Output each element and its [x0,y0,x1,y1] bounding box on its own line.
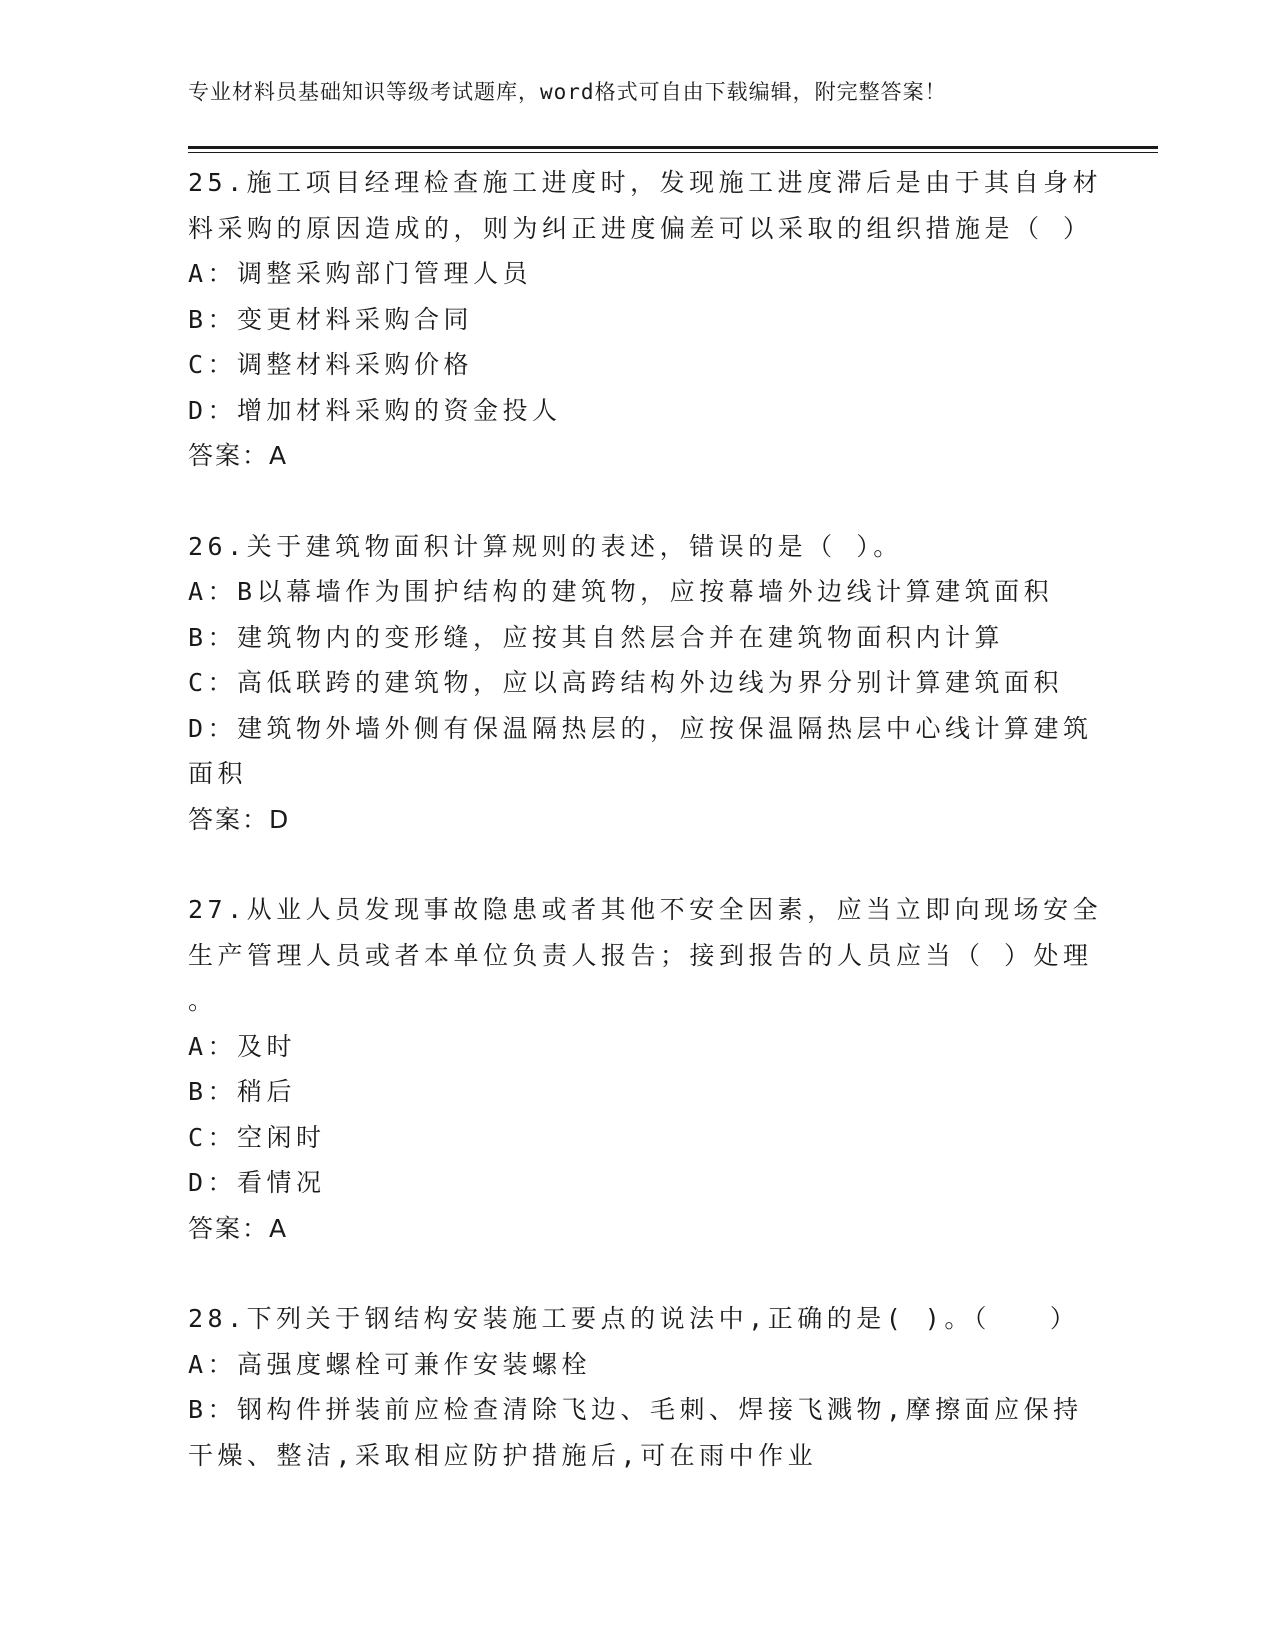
question-stem [188,887,1103,1024]
stem-line: 。 [188,986,218,1015]
question-28 [188,1296,1088,1478]
option-c: C：空闲时 [188,1122,326,1152]
option-b: B：变更材料采购合同 [188,304,474,334]
option-a: A：B以幕墙作为围护结构的建筑物，应按幕墙外边线计算建筑面积 [188,577,1054,606]
question-27 [188,887,1103,1251]
option-d: D：增加材料采购的资金投人 [188,395,562,425]
question-stem [188,1296,1088,1342]
option-c: C：调整材料采购价格 [188,350,474,379]
option-a: A：高强度螺栓可兼作安装螺栓 [188,1349,592,1379]
question-stem [188,160,1103,251]
question-list [188,160,1103,1523]
stem-line: 26.关于建筑物面积计算规则的表述，错误的是（ ）。 [188,531,903,561]
option-b-continued: 干燥、整洁,采取相应防护措施后,可在雨中作业 [188,1440,818,1470]
answer-label: 答案：A [188,441,289,470]
option-a: A：调整采购部门管理人员 [188,259,533,288]
option-d-continued: 面积 [188,759,248,788]
option-d: D：建筑物外墙外侧有保温隔热层的，应按保温隔热层中心线计算建筑 [188,713,1093,743]
option-a: A：及时 [188,1031,297,1061]
question-stem [188,524,1088,570]
document-header: 专业材料员基础知识等级考试题库，word格式可自由下载编辑，附完整答案！ [188,80,947,104]
question-25 [188,160,1103,479]
header-rule-thin [188,152,1158,153]
stem-line: 生产管理人员或者本单位负责人报告；接到报告的人员应当（ ）处理 [188,940,1093,970]
stem-line: 25.施工项目经理检查施工进度时，发现施工进度滞后是由于其自身材 [188,168,1103,197]
option-b: B：建筑物内的变形缝，应按其自然层合并在建筑物面积内计算 [188,622,1005,652]
option-c: C：高低联跨的建筑物，应以高跨结构外边线为界分别计算建筑面积 [188,668,1064,697]
option-b: B：钢构件拼装前应检查清除飞边、毛刺、焊接飞溅物,摩擦面应保持 [188,1395,1083,1424]
option-d: D：看情况 [188,1168,326,1197]
answer-label: 答案：A [188,1213,289,1243]
option-b: B：稍后 [188,1077,297,1106]
stem-line: 28.下列关于钢结构安装施工要点的说法中,正确的是( )。（ ） [188,1304,1080,1333]
stem-line: 料采购的原因造成的，则为纠正进度偏差可以采取的组织措施是（ ） [188,213,1093,243]
header-rule-thick [188,146,1158,149]
answer-label: 答案：D [188,804,291,834]
question-26 [188,524,1093,843]
stem-line: 27.从业人员发现事故隐患或者其他不安全因素，应当立即向现场安全 [188,895,1103,924]
